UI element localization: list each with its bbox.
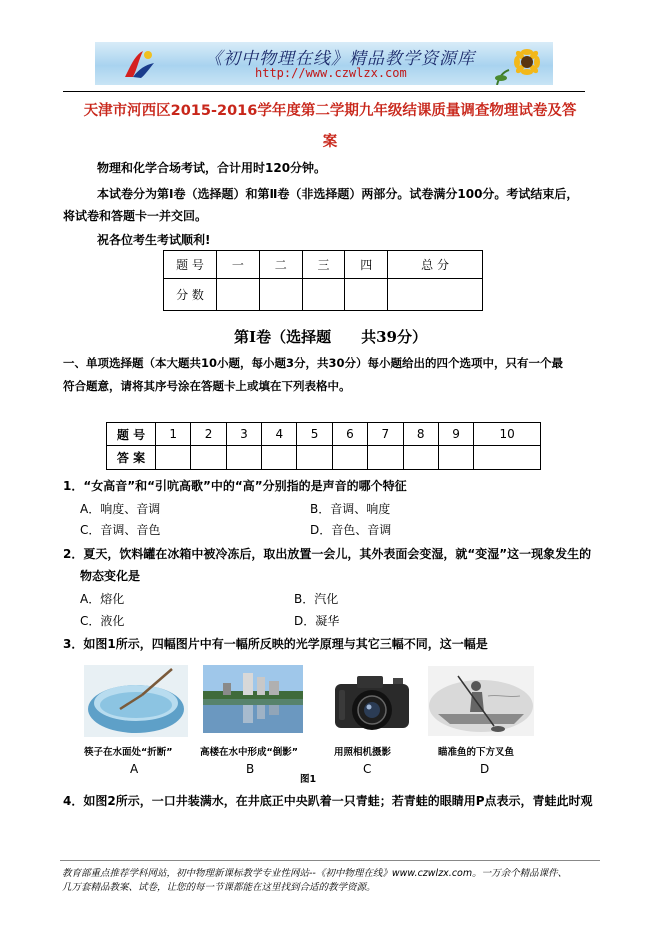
q2-stem-line2: 物态变化是: [80, 569, 141, 583]
answer-number-cell: 5: [297, 423, 332, 446]
answer-cell[interactable]: [262, 446, 297, 470]
footer-line2: 几万套精品教案、试卷，让您的每一节课都能在这里找到合适的教学资源。: [62, 882, 376, 893]
q3-option-a[interactable]: A: [130, 762, 139, 776]
score-header-cell: 四: [345, 251, 388, 279]
section-title: 第Ⅰ卷（选择题 共39分）: [234, 328, 427, 346]
site-logo-icon: [121, 47, 157, 81]
score-cell[interactable]: [388, 279, 483, 311]
score-header-cell: 一: [217, 251, 260, 279]
answer-number-cell: 7: [368, 423, 403, 446]
answer-cell[interactable]: [297, 446, 332, 470]
score-table: [163, 250, 483, 311]
doc-title-line1: 天津市河西区2015-2016学年度第二学期九年级结课质量调查物理试卷及答: [83, 103, 577, 119]
answer-number-cell: 10: [474, 423, 541, 446]
section-instruction-line2: 符合题意，请将其序号涂在答题卡上或填在下列表格中。: [63, 379, 351, 393]
header-banner: [95, 42, 553, 85]
score-header-cell: 三: [302, 251, 345, 279]
q4-stem: 4．如图2所示，一口井装满水，在井底正中央趴着一只青蛙；若青蛙的眼睛用P点表示，青蛙此时观: [63, 794, 593, 808]
answer-cell[interactable]: [226, 446, 261, 470]
score-header-cell: 二: [259, 251, 302, 279]
answer-cell[interactable]: [403, 446, 438, 470]
answer-cell[interactable]: [156, 446, 191, 470]
score-cell[interactable]: [259, 279, 302, 311]
answer-number-cell: 4: [262, 423, 297, 446]
figure-caption-a: 筷子在水面处“折断”: [84, 747, 173, 758]
answer-cell[interactable]: [438, 446, 473, 470]
intro-line3: 将试卷和答题卡一并交回。: [63, 209, 208, 223]
score-row-label: 分 数: [164, 279, 217, 311]
figure-caption-b: 高楼在水中形成“倒影”: [200, 747, 298, 758]
banner-title: 《初中物理在线》精品教学资源库: [205, 49, 475, 69]
chopsticks-in-water-image: [84, 665, 188, 737]
intro-line2: 本试卷分为第Ⅰ卷（选择题）和第Ⅱ卷（非选择题）两部分。试卷满分100分。考试结束后，: [97, 187, 579, 201]
sunflower-icon: [489, 42, 549, 85]
section-instruction-line1: 一、单项选择题（本大题共10小题，每小题3分，共30分）每小题给出的四个选项中，只有一个最: [63, 356, 564, 370]
score-cell[interactable]: [302, 279, 345, 311]
answer-number-cell: 8: [403, 423, 438, 446]
footer-divider: [60, 860, 600, 861]
figure-label: 图1: [300, 774, 317, 785]
q2-option-c[interactable]: C．液化: [80, 614, 125, 628]
answer-row-label: 答 案: [107, 446, 156, 470]
q2-option-b[interactable]: B．汽化: [294, 592, 339, 606]
answer-cell[interactable]: [368, 446, 403, 470]
q3-option-d[interactable]: D: [480, 762, 490, 776]
answer-number-cell: 3: [226, 423, 261, 446]
answer-number-cell: 6: [332, 423, 367, 446]
answer-number-cell: 2: [191, 423, 226, 446]
answer-cell[interactable]: [191, 446, 226, 470]
figure-caption-c: 用照相机摄影: [334, 747, 392, 758]
score-header-cell: 题 号: [164, 251, 217, 279]
banner-url[interactable]: http://www.czwlzx.com: [255, 66, 407, 80]
q1-option-b[interactable]: B．音调、响度: [310, 502, 391, 516]
answer-table: [106, 422, 541, 470]
footer-line1: 教育部重点推荐学科网站，初中物理新课标教学专业性网站--《初中物理在线》www.czwlzx.com。一万余个精品课件、: [62, 868, 568, 879]
spear-fishing-image: [428, 666, 534, 736]
figure-caption-d: 瞄准鱼的下方叉鱼: [438, 747, 515, 758]
building-reflection-image: [203, 665, 303, 733]
intro-line1: 物理和化学合场考试，合计用时120分钟。: [97, 161, 327, 175]
intro-line4: 祝各位考生考试顺利!: [97, 233, 211, 247]
score-header-cell: 总 分: [388, 251, 483, 279]
answer-cell[interactable]: [332, 446, 367, 470]
answer-number-cell: 9: [438, 423, 473, 446]
q3-option-b[interactable]: B: [246, 762, 255, 776]
q2-stem-line1: 2．夏天，饮料罐在冰箱中被冷冻后，取出放置一会儿，其外表面会变湿，就“变湿”这一现象发生的: [63, 547, 592, 561]
q2-option-d[interactable]: D．凝华: [294, 614, 340, 628]
answer-row-label: 题 号: [107, 423, 156, 446]
q1-option-a[interactable]: A．响度、音调: [80, 502, 161, 516]
q1-option-d[interactable]: D．音色、音调: [310, 523, 392, 537]
score-cell[interactable]: [217, 279, 260, 311]
q1-stem: 1．“女高音”和“引吭高歌”中的“高”分别指的是声音的哪个特征: [63, 479, 407, 493]
camera-image: [327, 668, 417, 736]
answer-number-cell: 1: [156, 423, 191, 446]
doc-title-line2: 案: [322, 134, 338, 150]
q3-stem: 3．如图1所示，四幅图片中有一幅所反映的光学原理与其它三幅不同，这一幅是: [63, 637, 488, 651]
q1-option-c[interactable]: C．音调、音色: [80, 523, 161, 537]
q3-option-c[interactable]: C: [363, 762, 372, 776]
answer-cell[interactable]: [474, 446, 541, 470]
header-divider: [63, 91, 585, 92]
score-cell[interactable]: [345, 279, 388, 311]
q2-option-a[interactable]: A．熔化: [80, 592, 125, 606]
